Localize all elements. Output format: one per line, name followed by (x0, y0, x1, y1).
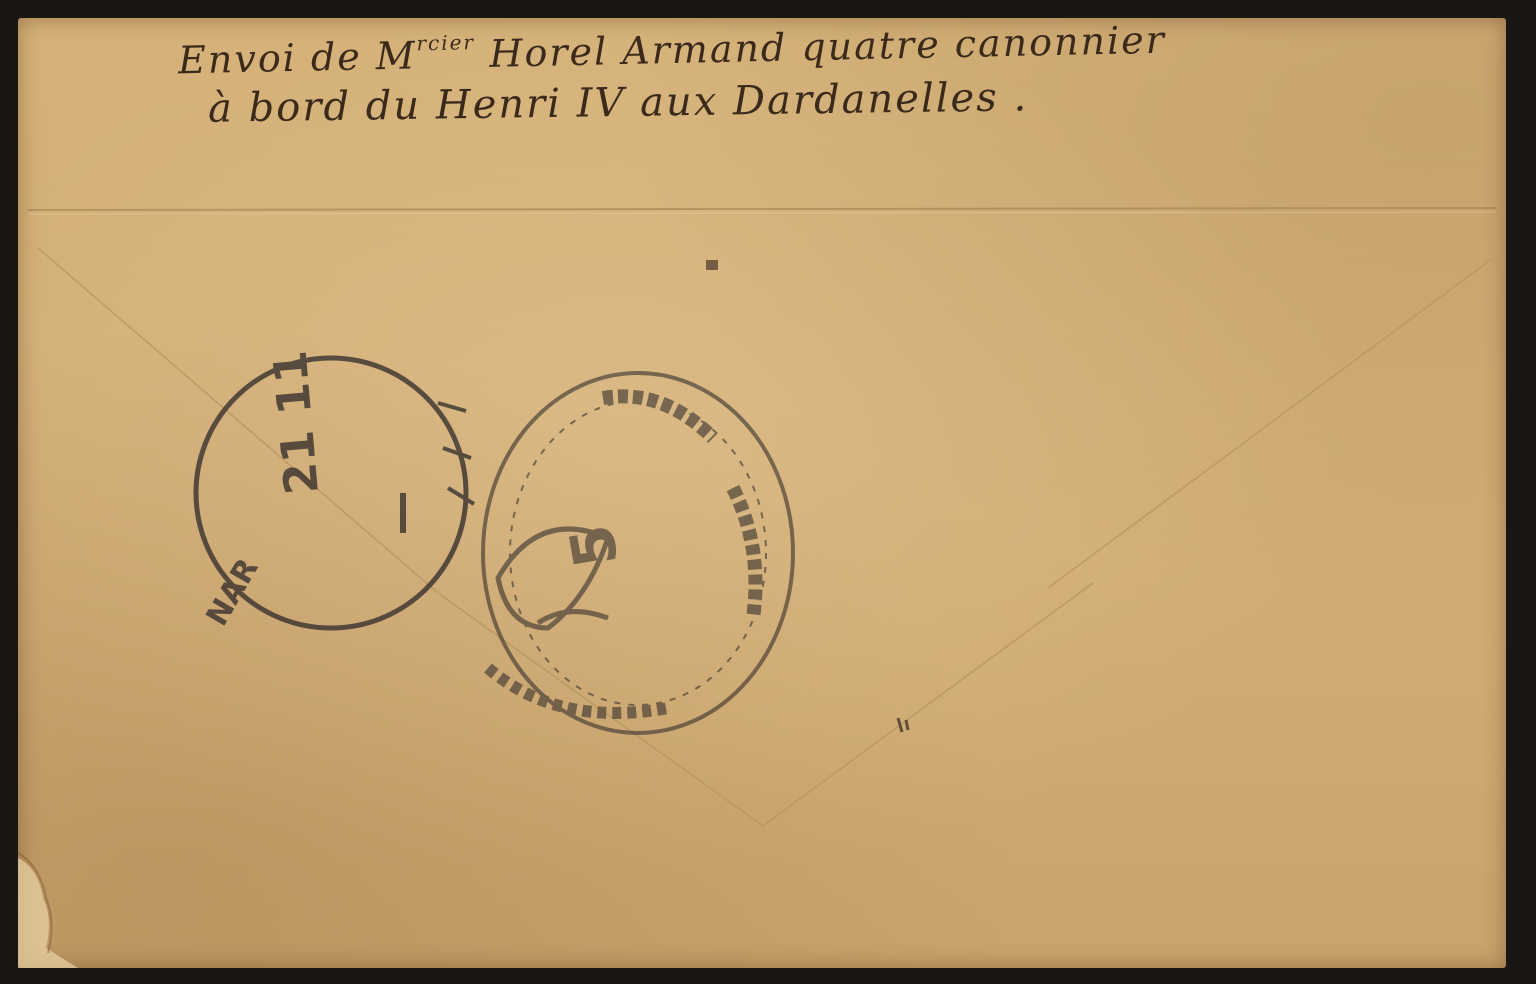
handwriting-line-1-start: Envoi de M (177, 33, 418, 83)
bottom-flap-seam (438, 583, 1093, 826)
handwriting-superscript: rcier (416, 30, 476, 56)
postmark-oval-numeral: 5 (556, 519, 633, 573)
ink-spot (706, 260, 718, 270)
left-flap-seam (38, 248, 438, 593)
right-flap-seam (1048, 258, 1493, 588)
handwritten-address (18, 18, 1506, 168)
postmark-oval (483, 373, 793, 733)
handwriting-line-2: à bord du Henri IV aux Dardanelles . (207, 74, 1029, 132)
ink-mark (898, 718, 908, 732)
handwriting-line-1-end: Horel Armand quatre canonnier (474, 17, 1167, 77)
postmark-round-date: 21 11 (262, 348, 329, 497)
postmark-round-letters: NAR (199, 552, 266, 632)
postmark-round (196, 349, 474, 632)
flap-fold-line (28, 208, 1496, 210)
flap-fold-highlight (28, 212, 1496, 214)
handwriting-line-1 (178, 16, 1167, 83)
envelope-back (18, 18, 1506, 968)
